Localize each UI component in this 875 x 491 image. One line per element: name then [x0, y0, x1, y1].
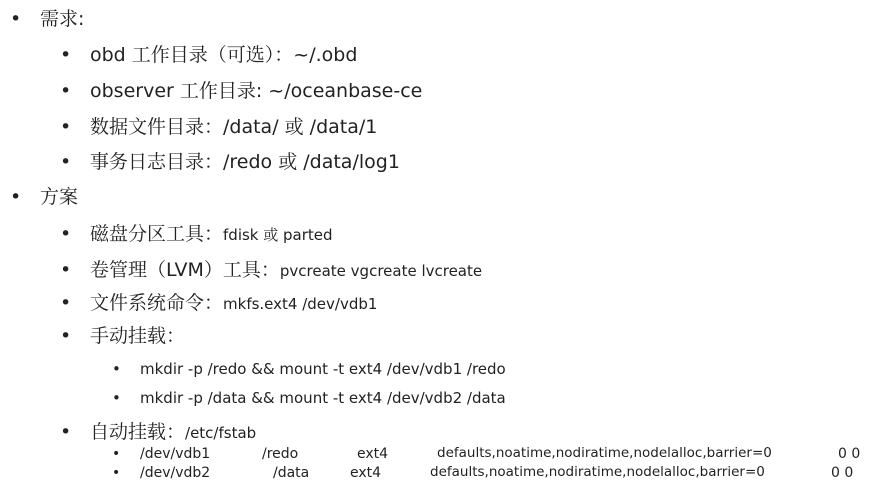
- bullet-dot: •: [60, 259, 72, 281]
- bullet-dot: •: [112, 465, 121, 481]
- plan-item-fs-command: [90, 294, 377, 313]
- plan-item-label: 自动挂载：: [90, 421, 186, 443]
- plan-item-partition-tool: [90, 225, 333, 244]
- plan-item-manual-mount: [90, 327, 185, 346]
- bullet-dot: •: [60, 116, 72, 138]
- fstab-row: [0, 447, 875, 463]
- bullet-dot: •: [60, 223, 72, 245]
- plan-item-lvm-tool: [90, 261, 482, 280]
- plan-item-detail: fdisk 或 parted: [223, 226, 333, 244]
- plan-item-detail: /etc/fstab: [185, 424, 257, 442]
- requirement-item-redo-dir: 事务日志目录：/redo 或 /data/log1: [90, 151, 400, 173]
- fstab-row: [0, 466, 875, 482]
- fstab-options: defaults,noatime,nodiratime,nodelalloc,barrier=0: [437, 445, 772, 461]
- plan-item-label: 卷管理（LVM）工具：: [90, 259, 280, 281]
- plan-item-label: 磁盘分区工具：: [90, 223, 224, 245]
- requirement-item-data-dir: 数据文件目录：/data/ 或 /data/1: [90, 116, 378, 138]
- bullet-dot: •: [112, 360, 121, 378]
- bullet-dot: •: [60, 151, 72, 173]
- fstab-device: /dev/vdb2: [140, 465, 211, 481]
- fstab-fs-type: ext4: [350, 465, 382, 481]
- requirement-item-obd-dir: obd 工作目录（可选）：~/.obd: [90, 44, 358, 66]
- requirement-item-observer-dir: observer 工作目录: ~/oceanbase-ce: [90, 80, 423, 102]
- fstab-fs-type: ext4: [357, 446, 389, 462]
- plan-item-detail: mkfs.ext4 /dev/vdb1: [223, 295, 378, 313]
- bullet-dot: •: [60, 325, 72, 347]
- fstab-device: /dev/vdb1: [140, 446, 211, 462]
- bullet-dot: •: [60, 80, 72, 102]
- fstab-mount-point: /redo: [262, 446, 299, 462]
- fstab-dump-pass: 0 0: [838, 446, 861, 462]
- plan-item-detail: pvcreate vgcreate lvcreate: [279, 262, 483, 280]
- requirements-heading: 需求:: [40, 8, 85, 30]
- plan-item-auto-mount: [90, 423, 256, 442]
- bullet-dot: •: [112, 446, 121, 462]
- bullet-dot: •: [60, 292, 72, 314]
- fstab-mount-point: /data: [273, 465, 310, 481]
- bullet-dot: •: [112, 389, 121, 407]
- mount-command-data: mkdir -p /data && mount -t ext4 /dev/vdb2 /data: [140, 389, 506, 407]
- fstab-options: defaults,noatime,nodiratime,nodelalloc,barrier=0: [430, 464, 765, 480]
- fstab-dump-pass: 0 0: [831, 465, 854, 481]
- bullet-dot: •: [60, 421, 72, 443]
- bullet-dot: •: [60, 44, 72, 66]
- plan-heading: 方案: [40, 186, 79, 208]
- plan-item-label: 文件系统命令：: [90, 292, 224, 314]
- plan-item-label: 手动挂载：: [90, 325, 186, 347]
- mount-command-redo: mkdir -p /redo && mount -t ext4 /dev/vdb1 /redo: [140, 360, 506, 378]
- bullet-dot: •: [10, 8, 22, 30]
- bullet-dot: •: [10, 186, 22, 208]
